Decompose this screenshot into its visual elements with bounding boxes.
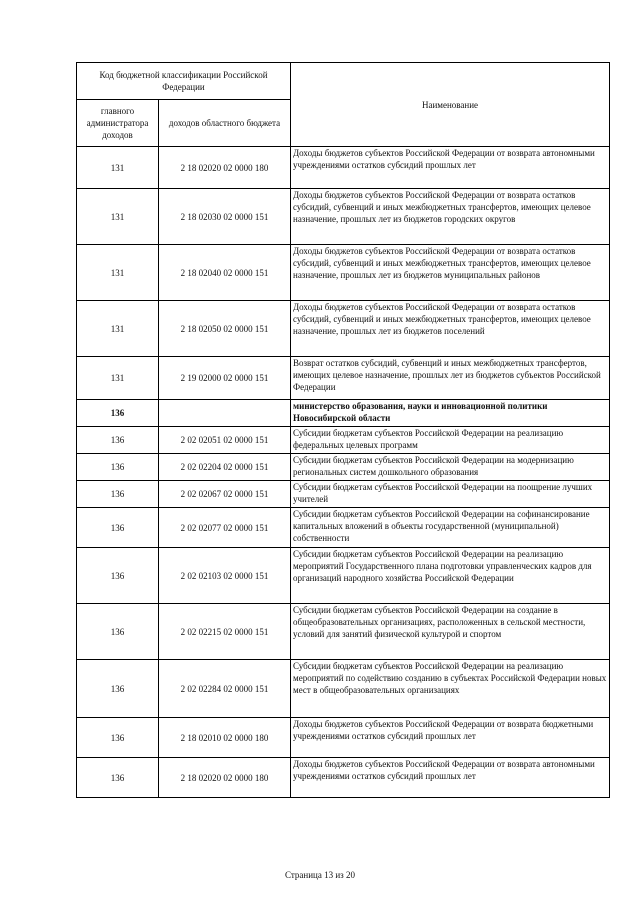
admin-code-cell: 136 [77,481,159,508]
admin-code-cell: 136 [77,508,159,548]
table-row [77,357,610,400]
admin-code-cell: 136 [77,427,159,454]
income-name-cell: Доходы бюджетов субъектов Российской Федерации от возврата остатков субсидий, субвенций и иных межбюджетных трансфертов, имеющих целевое назначение, прошлых лет из бюджетов городских округов [291,189,610,245]
page-number: Страница 13 из 20 [285,870,355,880]
income-name-cell: Субсидии бюджетам субъектов Российской Федерации на реализацию мероприятий по содействию созданию в субъектах Российской Федерации новых мест в общеобразовательных организациях [291,660,610,718]
income-name-cell: Возврат остатков субсидий, субвенций и иных межбюджетных трансфертов, имеющих целевое назначение, прошлых лет из бюджетов субъектов Российской Федерации [291,357,610,400]
table-body [77,147,610,798]
income-code-cell: 2 18 02020 02 0000 180 [159,147,291,189]
income-name-cell: Субсидии бюджетам субъектов Российской Федерации на реализацию мероприятий Государственного плана подготовки управленческих кадров для организаций народного хозяйства Российской Федерации [291,548,610,604]
table-row [77,427,610,454]
table-row [77,604,610,660]
income-name-cell: Субсидии бюджетам субъектов Российской Федерации на реализацию федеральных целевых программ [291,427,610,454]
admin-code-cell: 136 [77,548,159,604]
table-row [77,245,610,301]
income-code-cell: 2 18 02030 02 0000 151 [159,189,291,245]
name-column-header: Наименование [291,63,610,147]
admin-code-cell: 136 [77,660,159,718]
income-name-cell: министерство образования, науки и инновационной политики Новосибирской области [291,400,610,427]
admin-code-cell: 131 [77,189,159,245]
table-row [77,454,610,481]
income-code-cell: 2 19 02000 02 0000 151 [159,357,291,400]
admin-code-cell: 136 [77,758,159,798]
budget-code-group-header: Код бюджетной классификации Российской Федерации [77,63,291,100]
admin-code-cell: 136 [77,604,159,660]
table-row [77,758,610,798]
income-code-cell: 2 02 02077 02 0000 151 [159,508,291,548]
table-row [77,301,610,357]
income-name-cell: Субсидии бюджетам субъектов Российской Федерации на софинансирование капитальных вложений в объекты государственной (муниципальной) собственности [291,508,610,548]
admin-code-cell: 136 [77,400,159,427]
income-name-cell: Доходы бюджетов субъектов Российской Федерации от возврата автономными учреждениями остатков субсидий прошлых лет [291,147,610,189]
income-name-cell: Доходы бюджетов субъектов Российской Федерации от возврата остатков субсидий, субвенций и иных межбюджетных трансфертов, имеющих целевое назначение, прошлых лет из бюджетов муниципальных районов [291,245,610,301]
income-code-cell: 2 18 02020 02 0000 180 [159,758,291,798]
admin-code-cell: 131 [77,245,159,301]
table-row [77,147,610,189]
income-code-cell: 2 18 02050 02 0000 151 [159,301,291,357]
table-row [77,718,610,758]
income-code-cell: 2 18 02040 02 0000 151 [159,245,291,301]
income-name-cell: Доходы бюджетов субъектов Российской Федерации от возврата бюджетными учреждениями остатков субсидий прошлых лет [291,718,610,758]
income-code-cell: 2 02 02103 02 0000 151 [159,548,291,604]
admin-code-cell: 131 [77,147,159,189]
income-code-cell: 2 02 02284 02 0000 151 [159,660,291,718]
table-row [77,189,610,245]
income-name-cell: Доходы бюджетов субъектов Российской Федерации от возврата автономными учреждениями остатков субсидий прошлых лет [291,758,610,798]
income-name-cell: Субсидии бюджетам субъектов Российской Федерации на поощрение лучших учителей [291,481,610,508]
income-code-cell: 2 18 02010 02 0000 180 [159,718,291,758]
income-name-cell: Субсидии бюджетам субъектов Российской Федерации на модернизацию региональных систем дошкольного образования [291,454,610,481]
table-row [77,400,610,427]
table-row [77,481,610,508]
income-name-cell: Доходы бюджетов субъектов Российской Федерации от возврата остатков субсидий, субвенций и иных межбюджетных трансфертов, имеющих целевое назначение, прошлых лет из бюджетов поселений [291,301,610,357]
income-code-cell [159,400,291,427]
table-row [77,548,610,604]
budget-classification-table [76,62,610,798]
admin-code-cell: 131 [77,357,159,400]
income-code-cell: 2 02 02051 02 0000 151 [159,427,291,454]
table-row [77,660,610,718]
income-code-cell: 2 02 02215 02 0000 151 [159,604,291,660]
admin-code-cell: 136 [77,718,159,758]
income-code-cell: 2 02 02204 02 0000 151 [159,454,291,481]
table-row [77,508,610,548]
admin-code-cell: 131 [77,301,159,357]
admin-code-cell: 136 [77,454,159,481]
income-code-column-header: доходов областного бюджета [159,100,291,147]
income-code-cell: 2 02 02067 02 0000 151 [159,481,291,508]
admin-column-header: главного администратора доходов [77,100,159,147]
income-name-cell: Субсидии бюджетам субъектов Российской Федерации на создание в общеобразовательных организациях, расположенных в сельской местности, условий для занятий физической культурой и спортом [291,604,610,660]
